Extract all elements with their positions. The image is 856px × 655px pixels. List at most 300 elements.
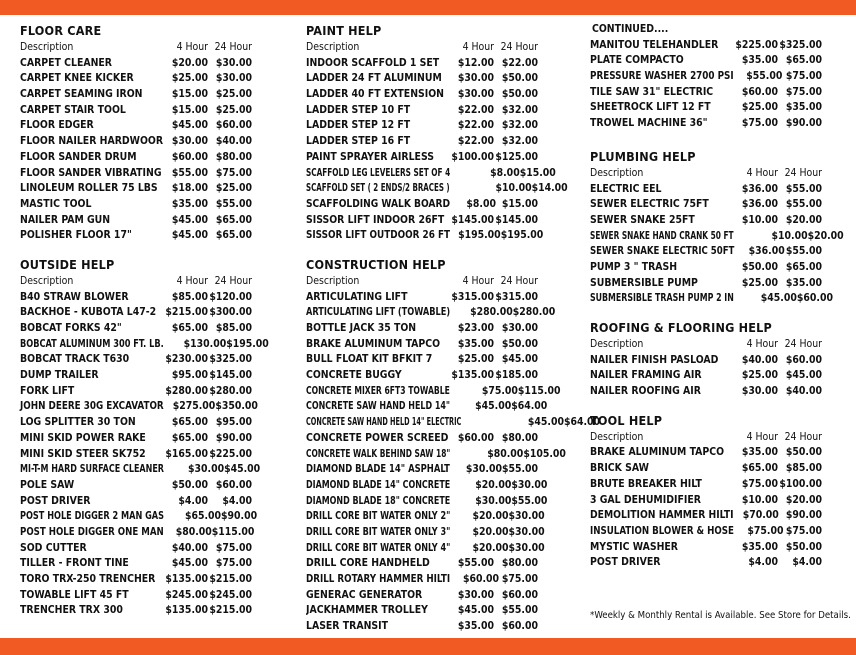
item-name: SEWER SNAKE ELECTRIC 50FT bbox=[590, 245, 735, 258]
price-4-hour: $45.00 bbox=[457, 604, 494, 617]
price-4-hour: $50.00 bbox=[171, 478, 208, 491]
price-row bbox=[590, 182, 822, 198]
column-3 bbox=[590, 22, 844, 583]
item-name: DRILL ROTARY HAMMER HILTI bbox=[306, 573, 451, 585]
header-24-hour: 24 Hour bbox=[784, 430, 822, 443]
price-4-hour: $4.00 bbox=[178, 494, 208, 507]
price-24-hour: $75.00 bbox=[215, 541, 252, 554]
price-24-hour: $60.00 bbox=[785, 353, 822, 366]
price-4-hour: $30.00 bbox=[457, 72, 494, 85]
price-4-hour: $45.00 bbox=[171, 557, 208, 570]
item-name: NAILER PAM GUN bbox=[20, 213, 111, 226]
price-4-hour: $22.00 bbox=[457, 135, 494, 148]
item-name: MANITOU TELEHANDLER bbox=[590, 38, 719, 51]
item-name: BOBCAT FORKS 42" bbox=[20, 322, 122, 334]
price-row bbox=[20, 572, 252, 588]
price-24-hour: $45.00 bbox=[785, 369, 822, 382]
price-4-hour: $22.00 bbox=[457, 119, 494, 132]
price-24-hour: $90.00 bbox=[785, 509, 822, 522]
header-4-hour: 4 Hour bbox=[746, 166, 778, 179]
section-outside-help bbox=[20, 256, 269, 619]
item-name: LADDER STEP 12 FT bbox=[306, 119, 411, 132]
price-4-hour: $215.00 bbox=[165, 306, 208, 319]
price-4-hour: $95.00 bbox=[171, 369, 208, 382]
continued-list bbox=[590, 38, 822, 132]
item-name: BACKHOE - KUBOTA L47-2 bbox=[20, 306, 157, 319]
price-24-hour: $25.00 bbox=[215, 103, 252, 116]
price-row bbox=[20, 150, 252, 166]
price-row bbox=[590, 53, 822, 69]
price-24-hour: $25.00 bbox=[215, 88, 252, 101]
price-24-hour: $55.00 bbox=[785, 198, 822, 211]
price-24-hour: $325.00 bbox=[209, 353, 252, 366]
price-4-hour: $10.00 bbox=[741, 213, 778, 226]
price-4-hour: $35.00 bbox=[741, 446, 778, 459]
item-name: CONCRETE MIXER 6FT3 TOWABLE bbox=[306, 384, 450, 397]
header-24-hour: 24 Hour bbox=[500, 41, 538, 53]
item-name: INSULATION BLOWER & HOSE bbox=[590, 524, 734, 537]
price-24-hour: $125.00 bbox=[495, 150, 538, 163]
item-name: CARPET STAIR TOOL bbox=[20, 103, 126, 116]
price-row bbox=[306, 352, 538, 368]
price-row bbox=[590, 368, 822, 384]
price-4-hour: $60.00 bbox=[457, 431, 494, 444]
price-row bbox=[306, 103, 538, 119]
price-row bbox=[306, 305, 556, 321]
column-headers bbox=[306, 274, 538, 290]
price-row bbox=[306, 431, 538, 447]
price-24-hour: $65.00 bbox=[785, 260, 822, 273]
item-name: SEWER ELECTRIC 75FT bbox=[590, 198, 709, 211]
price-24-hour: $115.00 bbox=[211, 525, 255, 538]
item-name: BRUTE BREAKER HILT bbox=[590, 477, 702, 490]
section-title: TOOL HELP bbox=[590, 412, 663, 428]
price-row bbox=[306, 228, 544, 244]
price-row bbox=[20, 588, 252, 604]
price-4-hour: $280.00 bbox=[470, 306, 513, 319]
price-row bbox=[20, 525, 255, 541]
price-24-hour: $50.00 bbox=[785, 446, 822, 459]
price-row bbox=[306, 150, 538, 166]
price-24-hour: $75.00 bbox=[785, 85, 822, 98]
item-name: SISSOR LIFT INDOOR 26FT bbox=[306, 213, 445, 226]
price-row bbox=[20, 87, 252, 103]
price-4-hour: $25.00 bbox=[741, 276, 778, 289]
price-4-hour: $275.00 bbox=[172, 400, 216, 413]
item-name: DUMP TRAILER bbox=[20, 369, 99, 382]
price-row bbox=[306, 399, 548, 415]
price-row bbox=[306, 134, 538, 150]
price-4-hour: $55.00 bbox=[746, 70, 783, 83]
item-name: SUBMERSIBLE PUMP bbox=[590, 276, 698, 289]
item-name: CARPET KNEE KICKER bbox=[20, 72, 134, 85]
section-paint-help bbox=[306, 22, 568, 244]
price-24-hour: $20.00 bbox=[785, 493, 822, 506]
section-plumbing-help bbox=[590, 148, 844, 307]
item-name: DIAMOND BLADE 14" CONCRETE bbox=[306, 478, 451, 491]
price-24-hour: $350.00 bbox=[215, 400, 258, 413]
item-name: MASTIC TOOL bbox=[20, 197, 92, 210]
header-24-hour: 24 Hour bbox=[784, 338, 822, 350]
price-4-hour: $30.00 bbox=[457, 588, 494, 601]
price-4-hour: $15.00 bbox=[171, 88, 208, 101]
item-name: DRILL CORE HANDHELD bbox=[306, 557, 430, 570]
price-4-hour: $8.00 bbox=[490, 166, 520, 179]
item-name: GENERAC GENERATOR bbox=[306, 588, 423, 601]
price-row bbox=[590, 508, 822, 524]
item-name: INDOOR SCAFFOLD 1 SET bbox=[306, 56, 440, 69]
item-name: MI-T-M HARD SURFACE CLEANER bbox=[20, 463, 164, 476]
price-24-hour: $195.00 bbox=[500, 229, 544, 242]
section-tool-help bbox=[590, 412, 822, 571]
price-24-hour: $185.00 bbox=[495, 369, 538, 382]
price-row bbox=[306, 321, 538, 337]
price-4-hour: $60.00 bbox=[171, 150, 208, 163]
column-1 bbox=[20, 22, 269, 631]
price-4-hour: $10.00 bbox=[771, 229, 808, 242]
price-4-hour: $35.00 bbox=[171, 197, 208, 210]
column-headers bbox=[590, 430, 822, 446]
price-row bbox=[590, 493, 822, 509]
price-24-hour: $35.00 bbox=[785, 276, 822, 289]
price-row bbox=[306, 181, 568, 197]
item-name: SEWER SNAKE 25FT bbox=[590, 213, 695, 226]
price-row bbox=[20, 56, 252, 72]
price-24-hour: $22.00 bbox=[501, 56, 538, 69]
price-24-hour: $315.00 bbox=[495, 290, 538, 303]
price-4-hour: $65.00 bbox=[741, 462, 778, 475]
header-description: Description bbox=[20, 41, 74, 53]
price-24-hour: $40.00 bbox=[215, 135, 252, 148]
price-4-hour: $18.00 bbox=[171, 182, 208, 195]
item-name: PLATE COMPACTO bbox=[590, 54, 684, 67]
item-name: BULL FLOAT KIT BFKIT 7 bbox=[306, 353, 433, 366]
item-name: CONCRETE SAW HAND HELD 14" bbox=[306, 400, 451, 413]
price-24-hour: $64.00 bbox=[563, 416, 601, 429]
price-row bbox=[20, 556, 252, 572]
price-row bbox=[590, 69, 822, 85]
price-4-hour: $23.00 bbox=[457, 322, 494, 334]
price-24-hour: $195.00 bbox=[226, 337, 269, 350]
price-24-hour: $64.00 bbox=[511, 400, 548, 413]
price-row bbox=[590, 116, 822, 132]
price-4-hour: $35.00 bbox=[741, 540, 778, 553]
price-4-hour: $135.00 bbox=[165, 604, 208, 617]
price-4-hour: $60.00 bbox=[462, 573, 500, 585]
item-name: DRILL CORE BIT WATER ONLY 2" bbox=[306, 510, 451, 523]
price-row bbox=[20, 213, 252, 229]
price-24-hour: $55.00 bbox=[501, 604, 538, 617]
item-name: PAINT SPRAYER AIRLESS bbox=[306, 150, 434, 163]
item-name: FLOOR NAILER HARDWOOR bbox=[20, 135, 164, 148]
section-title: ROOFING & FLOORING HELP bbox=[590, 320, 772, 335]
header-24-hour: 24 Hour bbox=[784, 166, 822, 179]
price-row bbox=[306, 619, 538, 635]
price-row bbox=[306, 56, 538, 72]
price-24-hour: $20.00 bbox=[807, 229, 844, 242]
price-24-hour: $75.00 bbox=[785, 524, 822, 537]
price-row bbox=[20, 118, 252, 134]
item-name: LASER TRANSIT bbox=[306, 620, 388, 633]
column-headers bbox=[20, 274, 252, 290]
price-row bbox=[306, 118, 538, 134]
item-name: LINOLEUM ROLLER 75 LBS bbox=[20, 182, 158, 195]
price-24-hour: $115.00 bbox=[517, 384, 561, 397]
header-description: Description bbox=[20, 274, 74, 287]
price-4-hour: $230.00 bbox=[165, 353, 208, 366]
price-row bbox=[20, 103, 252, 119]
price-row bbox=[20, 166, 252, 182]
price-row bbox=[20, 321, 252, 337]
price-24-hour: $50.00 bbox=[501, 337, 538, 350]
price-24-hour: $300.00 bbox=[209, 306, 252, 319]
item-name: SCAFFOLDING WALK BOARD bbox=[306, 197, 451, 210]
section-floor-care bbox=[20, 22, 252, 244]
price-row bbox=[306, 541, 545, 557]
price-24-hour: $90.00 bbox=[215, 431, 252, 444]
price-24-hour: $60.00 bbox=[501, 588, 538, 601]
price-4-hour: $20.00 bbox=[472, 525, 509, 538]
item-name: BOBCAT ALUMINUM 300 FT. LB. bbox=[20, 337, 164, 350]
price-24-hour: $120.00 bbox=[209, 290, 252, 303]
price-24-hour: $30.00 bbox=[511, 478, 548, 491]
item-name: FORK LIFT bbox=[20, 384, 75, 397]
item-name: POLISHER FLOOR 17" bbox=[20, 229, 132, 242]
header-24-hour: 24 Hour bbox=[500, 274, 538, 287]
price-4-hour: $10.00 bbox=[741, 493, 778, 506]
price-24-hour: $75.00 bbox=[215, 166, 252, 179]
item-name: BRICK SAW bbox=[590, 462, 649, 475]
price-4-hour: $30.00 bbox=[475, 494, 512, 507]
price-row bbox=[20, 447, 252, 463]
section-title: PAINT HELP bbox=[306, 23, 382, 38]
price-4-hour: $45.00 bbox=[171, 119, 208, 132]
section-roofing-flooring-help bbox=[590, 319, 822, 400]
price-4-hour: $145.00 bbox=[451, 213, 494, 226]
item-name: FLOOR SANDER DRUM bbox=[20, 150, 137, 163]
item-name: SCAFFOLD LEG LEVELERS SET OF 4 bbox=[306, 166, 451, 179]
item-name: ARTICULATING LIFT (TOWABLE) bbox=[306, 306, 451, 319]
price-24-hour: $4.00 bbox=[222, 494, 252, 507]
price-4-hour: $36.00 bbox=[741, 182, 778, 195]
header-description: Description bbox=[590, 430, 644, 443]
price-row bbox=[20, 228, 252, 244]
price-24-hour: $50.00 bbox=[501, 88, 538, 101]
price-row bbox=[306, 572, 538, 588]
price-4-hour: $130.00 bbox=[183, 337, 227, 350]
price-4-hour: $75.00 bbox=[481, 384, 518, 397]
price-row bbox=[306, 384, 561, 400]
price-row bbox=[20, 181, 252, 197]
price-4-hour: $30.00 bbox=[171, 135, 208, 148]
price-4-hour: $70.00 bbox=[742, 509, 779, 522]
price-24-hour: $80.00 bbox=[501, 557, 538, 570]
item-name: DRILL CORE BIT WATER ONLY 3" bbox=[306, 525, 451, 538]
price-4-hour: $25.00 bbox=[741, 369, 778, 382]
item-name: BRAKE ALUMINUM TAPCO bbox=[590, 446, 725, 459]
header-description: Description bbox=[590, 338, 644, 350]
item-name: DIAMOND BLADE 14" ASPHALT bbox=[306, 463, 450, 476]
price-24-hour: $60.00 bbox=[796, 292, 833, 305]
section-title: CONSTRUCTION HELP bbox=[306, 256, 446, 272]
item-name: DRILL CORE BIT WATER ONLY 4" bbox=[306, 541, 451, 554]
price-24-hour: $55.00 bbox=[501, 463, 539, 476]
item-name: BOBCAT TRACK T630 bbox=[20, 353, 130, 366]
item-name: 3 GAL DEHUMIDIFIER bbox=[590, 493, 701, 506]
header-description: Description bbox=[590, 166, 644, 179]
price-row bbox=[306, 166, 556, 182]
price-row bbox=[306, 447, 566, 463]
item-name: BRAKE ALUMINUM TAPCO bbox=[306, 337, 441, 350]
price-24-hour: $4.00 bbox=[792, 556, 822, 569]
price-24-hour: $225.00 bbox=[209, 447, 252, 460]
price-row bbox=[306, 556, 538, 572]
price-24-hour: $80.00 bbox=[501, 431, 538, 444]
header-4-hour: 4 Hour bbox=[462, 41, 494, 53]
price-24-hour: $14.00 bbox=[531, 182, 568, 195]
price-24-hour: $85.00 bbox=[215, 322, 252, 334]
price-row bbox=[306, 462, 538, 478]
price-4-hour: $280.00 bbox=[165, 384, 208, 397]
price-row bbox=[20, 478, 252, 494]
price-row bbox=[20, 337, 269, 353]
price-row bbox=[20, 290, 252, 306]
price-row bbox=[20, 352, 252, 368]
column-headers bbox=[20, 40, 252, 56]
price-row bbox=[20, 305, 252, 321]
item-name: MINI SKID POWER RAKE bbox=[20, 431, 146, 444]
item-name: TOWABLE LIFT 45 FT bbox=[20, 588, 129, 601]
price-row bbox=[590, 100, 822, 116]
item-name: NAILER FINISH PASLOAD bbox=[590, 353, 719, 366]
price-4-hour: $45.00 bbox=[527, 416, 564, 429]
item-name: PUMP 3 " TRASH bbox=[590, 260, 678, 273]
item-name: TORO TRX-250 TRENCHER bbox=[20, 573, 156, 585]
item-name: POST DRIVER bbox=[20, 494, 91, 507]
price-4-hour: $10.00 bbox=[495, 182, 532, 195]
price-24-hour: $50.00 bbox=[501, 72, 538, 85]
price-24-hour: $55.00 bbox=[215, 197, 252, 210]
price-row bbox=[306, 509, 545, 525]
price-4-hour: $225.00 bbox=[735, 38, 778, 51]
price-row bbox=[590, 384, 822, 400]
item-name: SEWER SNAKE HAND CRANK 50 FT bbox=[590, 229, 734, 242]
price-24-hour: $280.00 bbox=[209, 384, 252, 397]
price-row bbox=[20, 494, 252, 510]
price-4-hour: $35.00 bbox=[741, 54, 778, 67]
price-row bbox=[306, 478, 548, 494]
price-row bbox=[590, 524, 822, 540]
price-4-hour: $50.00 bbox=[741, 260, 778, 273]
price-4-hour: $45.00 bbox=[171, 229, 208, 242]
price-4-hour: $40.00 bbox=[171, 541, 208, 554]
price-4-hour: $20.00 bbox=[472, 541, 509, 554]
price-4-hour: $30.00 bbox=[188, 463, 225, 476]
price-row bbox=[590, 540, 822, 556]
price-24-hour: $25.00 bbox=[215, 182, 252, 195]
price-4-hour: $75.00 bbox=[741, 477, 778, 490]
price-4-hour: $45.00 bbox=[171, 213, 208, 226]
item-name: FLOOR EDGER bbox=[20, 119, 94, 132]
price-4-hour: $4.00 bbox=[748, 556, 778, 569]
header-4-hour: 4 Hour bbox=[462, 274, 494, 287]
price-row bbox=[590, 244, 822, 260]
item-name: SCAFFOLD SET ( 2 ENDS/2 BRACES ) bbox=[306, 182, 450, 195]
item-name: POLE SAW bbox=[20, 478, 75, 491]
price-4-hour: $36.00 bbox=[748, 245, 785, 258]
item-name: LADDER 40 FT EXTENSION bbox=[306, 88, 444, 101]
item-name: CARPET SEAMING IRON bbox=[20, 88, 143, 101]
price-24-hour: $55.00 bbox=[785, 182, 822, 195]
item-name: ELECTRIC EEL bbox=[590, 182, 662, 195]
continued-label: CONTINUED.... bbox=[592, 23, 669, 35]
header-description: Description bbox=[306, 274, 360, 287]
price-row bbox=[306, 415, 601, 431]
price-4-hour: $30.00 bbox=[465, 463, 502, 476]
price-row bbox=[590, 445, 822, 461]
header-description: Description bbox=[306, 41, 360, 53]
price-row bbox=[306, 197, 538, 213]
price-4-hour: $8.00 bbox=[466, 197, 496, 210]
price-4-hour: $135.00 bbox=[165, 573, 208, 585]
price-24-hour: $40.00 bbox=[785, 385, 822, 398]
price-24-hour: $65.00 bbox=[785, 54, 822, 67]
header-24-hour: 24 Hour bbox=[214, 41, 252, 53]
item-name: DEMOLITION HAMMER HILTI bbox=[590, 509, 734, 522]
price-24-hour: $100.00 bbox=[779, 477, 822, 490]
header-4-hour: 4 Hour bbox=[746, 338, 778, 350]
price-24-hour: $15.00 bbox=[501, 197, 538, 210]
price-24-hour: $325.00 bbox=[779, 38, 822, 51]
item-name: TILLER - FRONT TINE bbox=[20, 557, 129, 570]
item-name: TROWEL MACHINE 36" bbox=[590, 117, 708, 130]
price-24-hour: $30.00 bbox=[215, 72, 252, 85]
price-4-hour: $25.00 bbox=[457, 353, 494, 366]
price-row bbox=[20, 71, 252, 87]
price-24-hour: $80.00 bbox=[215, 150, 252, 163]
item-name: CONCRETE WALK BEHIND SAW 18" bbox=[306, 447, 451, 460]
price-row bbox=[590, 229, 844, 245]
item-name: MYSTIC WASHER bbox=[590, 540, 678, 553]
price-4-hour: $80.00 bbox=[175, 525, 212, 538]
price-4-hour: $165.00 bbox=[165, 447, 208, 460]
price-row bbox=[20, 197, 252, 213]
price-row bbox=[306, 213, 538, 229]
header-4-hour: 4 Hour bbox=[176, 41, 208, 53]
price-row bbox=[20, 134, 252, 150]
price-4-hour: $65.00 bbox=[184, 510, 222, 523]
price-4-hour: $55.00 bbox=[171, 166, 208, 179]
price-24-hour: $215.00 bbox=[209, 604, 252, 617]
section-title: OUTSIDE HELP bbox=[20, 256, 115, 272]
price-row bbox=[590, 276, 822, 292]
price-24-hour: $30.00 bbox=[508, 510, 545, 523]
price-24-hour: $75.00 bbox=[215, 557, 252, 570]
item-name: LADDER 24 FT ALUMINUM bbox=[306, 72, 442, 85]
section-title: FLOOR CARE bbox=[20, 23, 102, 38]
item-name: SISSOR LIFT OUTDOOR 26 FT bbox=[306, 229, 451, 242]
price-24-hour: $75.00 bbox=[785, 70, 822, 83]
price-4-hour: $30.00 bbox=[457, 88, 494, 101]
price-row bbox=[20, 368, 252, 384]
item-name: POST DRIVER bbox=[590, 556, 661, 569]
header-24-hour: 24 Hour bbox=[214, 274, 252, 287]
item-name: POST HOLE DIGGER 2 MAN GAS bbox=[20, 510, 165, 523]
price-4-hour: $195.00 bbox=[458, 229, 501, 242]
price-4-hour: $135.00 bbox=[451, 369, 494, 382]
header-4-hour: 4 Hour bbox=[176, 274, 208, 287]
column-2 bbox=[306, 22, 601, 647]
